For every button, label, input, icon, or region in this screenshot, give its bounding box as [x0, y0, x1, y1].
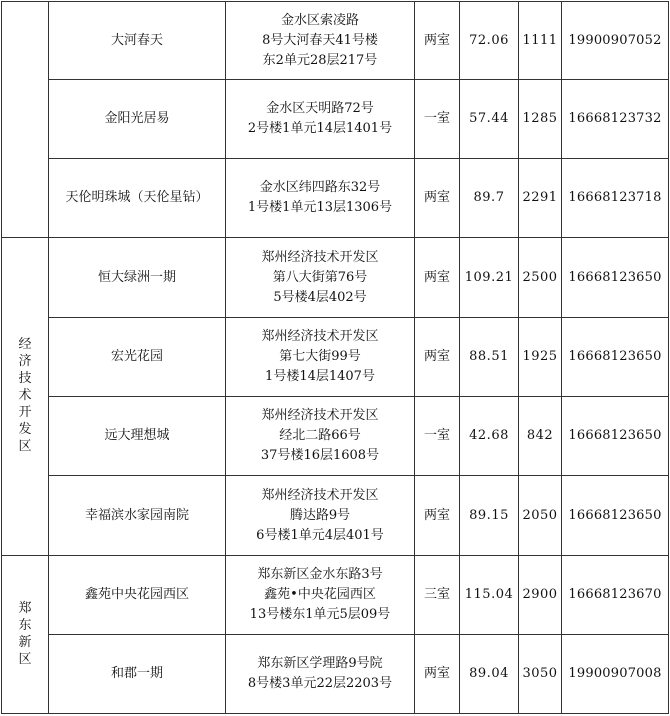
- address-line: 郑州经济技术开发区: [261, 408, 379, 423]
- contact-phone: 16668123650: [562, 476, 669, 556]
- contact-phone: 16668123650: [562, 397, 669, 476]
- address-line: 第七大街99号: [279, 349, 361, 364]
- monthly-rent: 2900: [519, 556, 562, 635]
- room-type: 一室: [415, 397, 460, 476]
- community-name: 大河春天: [49, 2, 226, 80]
- address-line: 13号楼东1单元5层09号: [249, 607, 391, 622]
- table-row: [2, 476, 669, 556]
- address-cell: [226, 397, 415, 476]
- address-line: 郑州经济技术开发区: [261, 329, 379, 344]
- district-label: 郑东新区: [18, 600, 32, 667]
- table-row: [2, 556, 669, 635]
- address-cell: [226, 238, 415, 318]
- address-cell: [226, 476, 415, 556]
- address-line: 腾达路9号: [289, 507, 351, 523]
- table-row: [2, 80, 669, 159]
- district-cell: [2, 2, 49, 238]
- community-name: 金阳光居易: [49, 80, 226, 159]
- room-type: 两室: [415, 318, 460, 397]
- community-name: 宏光花园: [49, 318, 226, 397]
- address-line: 鑫苑•中央花园西区: [264, 587, 376, 602]
- address-cell: [226, 159, 415, 238]
- address-line: 郑东新区金水东路3号: [257, 567, 383, 582]
- monthly-rent: 3050: [519, 635, 562, 714]
- community-name: 和郡一期: [49, 635, 226, 714]
- floor-area: 109.21: [460, 238, 519, 318]
- address-cell: [226, 80, 415, 159]
- contact-phone: 16668123650: [562, 238, 669, 318]
- district-cell: [2, 556, 49, 714]
- table-row: [2, 318, 669, 397]
- address-line: 1号楼14层1407号: [265, 369, 375, 384]
- floor-area: 88.51: [460, 318, 519, 397]
- address-line: 经北二路66号: [279, 428, 361, 443]
- monthly-rent: 1925: [519, 318, 562, 397]
- address-cell: [226, 556, 415, 635]
- address-line: 郑州经济技术开发区: [261, 249, 379, 265]
- room-type: 三室: [415, 556, 460, 635]
- room-type: 一室: [415, 80, 460, 159]
- floor-area: 89.15: [460, 476, 519, 556]
- monthly-rent: 2500: [519, 238, 562, 318]
- community-name: 天伦明珠城（天伦星钻）: [49, 159, 226, 238]
- floor-area: 57.44: [460, 80, 519, 159]
- table-body: [2, 2, 669, 714]
- district-label: 经济技术开发区: [18, 337, 32, 454]
- address-line: 2号楼1单元14层1401号: [247, 121, 393, 136]
- community-name: 幸福滨水家园南院: [49, 476, 226, 556]
- community-name: 远大理想城: [49, 397, 226, 476]
- monthly-rent: 2050: [519, 476, 562, 556]
- address-cell: [226, 635, 415, 714]
- floor-area: 115.04: [460, 556, 519, 635]
- contact-phone: 16668123718: [562, 159, 669, 238]
- contact-phone: 16668123650: [562, 318, 669, 397]
- address-line: 5号楼4层402号: [273, 289, 367, 305]
- address-line: 37号楼16层1608号: [260, 448, 380, 463]
- table-row: [2, 2, 669, 80]
- table-row: [2, 238, 669, 318]
- monthly-rent: 2291: [519, 159, 562, 238]
- room-type: 两室: [415, 635, 460, 714]
- table-row: [2, 159, 669, 238]
- address-cell: [226, 318, 415, 397]
- address-line: 郑州经济技术开发区: [261, 487, 379, 503]
- monthly-rent: 1285: [519, 80, 562, 159]
- address-line: 金水区索凌路: [280, 12, 359, 28]
- address-line: 6号楼1单元4层401号: [256, 527, 384, 543]
- contact-phone: 19900907052: [562, 2, 669, 80]
- address-line: 8号楼3单元22层2203号: [247, 676, 393, 691]
- monthly-rent: 842: [519, 397, 562, 476]
- floor-area: 89.7: [460, 159, 519, 238]
- table-row: [2, 635, 669, 714]
- contact-phone: 16668123670: [562, 556, 669, 635]
- address-line: 东2单元28层217号: [262, 52, 378, 68]
- contact-phone: 19900907008: [562, 635, 669, 714]
- floor-area: 89.04: [460, 635, 519, 714]
- address-line: 1号楼1单元13层1306号: [247, 200, 393, 215]
- address-line: 第八大街第76号: [272, 269, 368, 285]
- community-name: 鑫苑中央花园西区: [49, 556, 226, 635]
- room-type: 两室: [415, 476, 460, 556]
- room-type: 两室: [415, 2, 460, 80]
- housing-table: [1, 1, 669, 714]
- floor-area: 42.68: [460, 397, 519, 476]
- district-cell: [2, 238, 49, 556]
- address-line: 金水区纬四路东32号: [259, 180, 381, 195]
- address-line: 8号大河春天41号楼: [262, 32, 378, 48]
- address-line: 金水区天明路72号: [266, 101, 374, 116]
- monthly-rent: 1111: [519, 2, 562, 80]
- floor-area: 72.06: [460, 2, 519, 80]
- room-type: 两室: [415, 159, 460, 238]
- contact-phone: 16668123732: [562, 80, 669, 159]
- address-cell: [226, 2, 415, 80]
- community-name: 恒大绿洲一期: [49, 238, 226, 318]
- room-type: 两室: [415, 238, 460, 318]
- table-row: [2, 397, 669, 476]
- address-line: 郑东新区学理路9号院: [257, 656, 383, 671]
